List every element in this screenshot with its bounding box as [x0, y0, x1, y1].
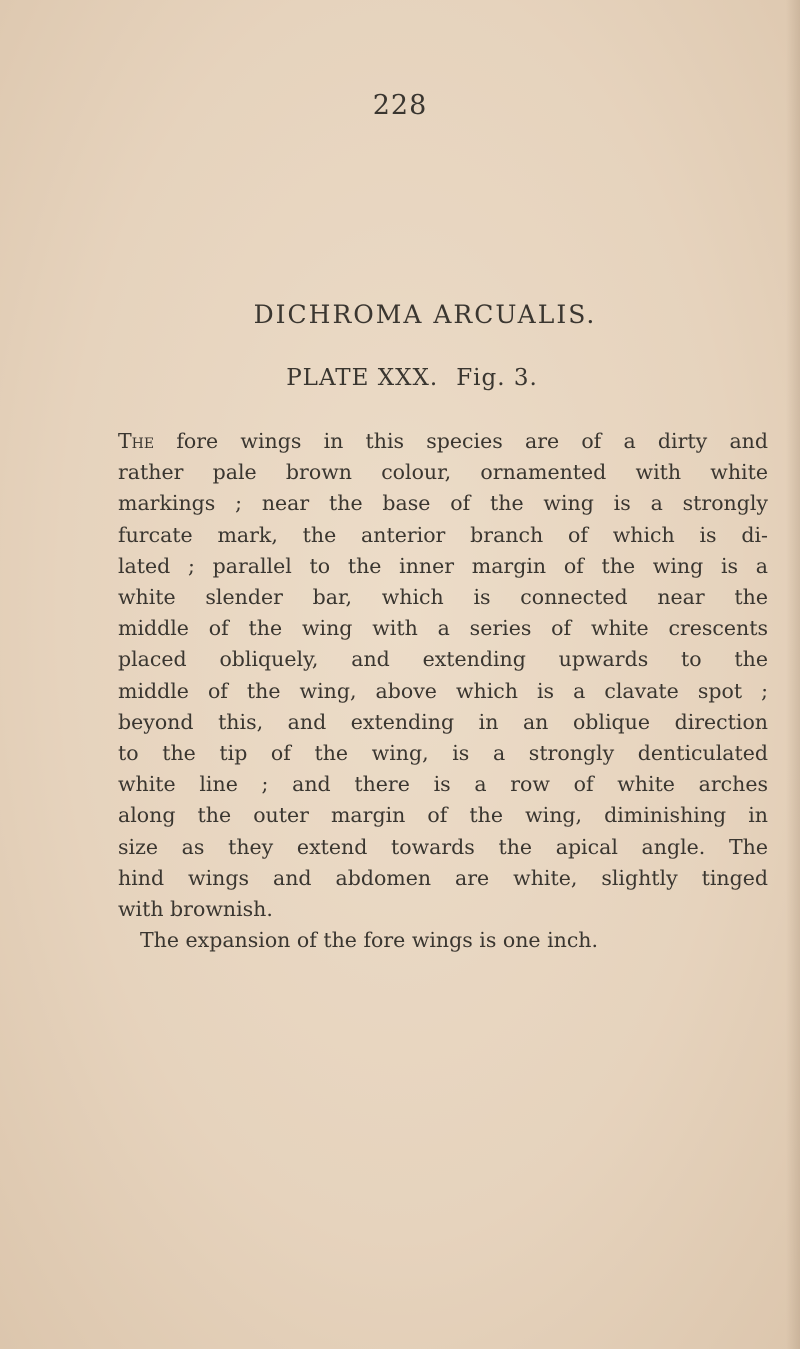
paragraph-line: to the tip of the wing, is a strongly denticulated: [118, 741, 768, 766]
paragraph-line: along the outer margin of the wing, diminishing in: [118, 803, 768, 828]
paragraph-line: markings ; near the base of the wing is a strongly: [118, 491, 768, 516]
paragraph-line: middle of the wing, above which is a clavate spot ;: [118, 678, 768, 703]
paragraph-line: hind wings and abdomen are white, slightly tinged: [118, 865, 768, 890]
paragraph-line: size as they extend towards the apical angle. The: [118, 834, 768, 859]
lead-word: The: [118, 429, 155, 453]
paragraph-line: The fore wings in this species are of a dirty and: [118, 429, 768, 453]
species-title: DICHROMA ARCUALIS.: [253, 300, 597, 329]
paragraph-line: rather pale brown colour, ornamented with white: [118, 460, 768, 485]
paragraph-line: placed obliquely, and extending upwards to the: [118, 647, 768, 672]
paragraph-line: middle of the wing with a series of white crescents: [118, 616, 768, 641]
plate-reference: [0, 367, 800, 390]
paragraph-line: white line ; and there is a row of white arches: [118, 772, 768, 797]
figure-label: Fig. 3.: [456, 365, 538, 391]
paragraph-line: beyond this, and extending in an oblique direction: [118, 709, 768, 734]
paragraph-line: furcate mark, the anterior branch of which is di-: [118, 522, 768, 547]
paragraph-line: lated ; parallel to the inner margin of the wing is a: [118, 553, 768, 578]
expansion-line: The expansion of the fore wings is one inch.: [140, 928, 599, 953]
page-number: 228: [372, 90, 428, 121]
paragraph-line: with brownish.: [118, 897, 273, 922]
plate-label: PLATE XXX.: [286, 365, 439, 391]
description-paragraph: [118, 426, 768, 956]
paragraph-line: white slender bar, which is connected near the: [118, 585, 768, 610]
page-edge-shadow: [786, 0, 800, 1349]
